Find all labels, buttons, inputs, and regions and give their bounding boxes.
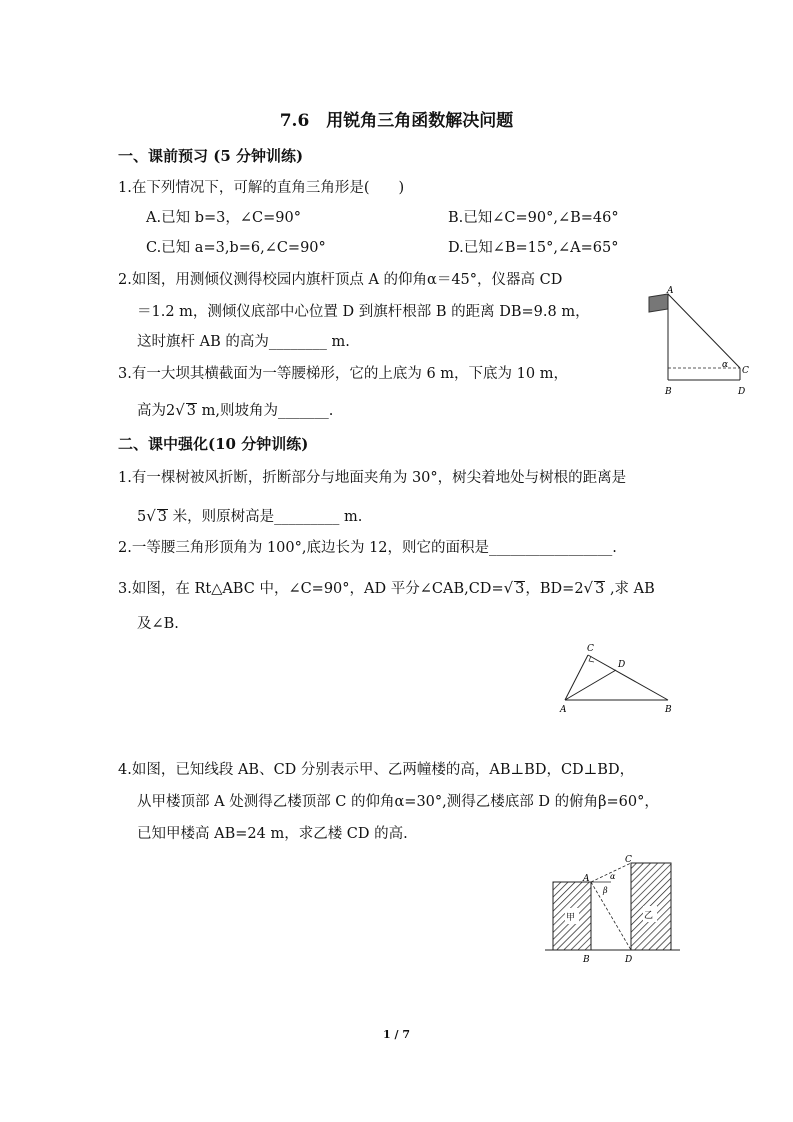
radical-sign: √ <box>146 507 156 525</box>
section1-heading: 一、课前预习 (5 分钟训练) <box>118 147 304 165</box>
fig1-label-alpha: α <box>722 360 729 370</box>
fig3-label-beta: β <box>603 886 608 895</box>
figure-flagpole <box>640 282 760 398</box>
radical-sign: √ <box>583 579 594 597</box>
flag-icon <box>649 294 668 312</box>
s1-q2-line3: 这时旗杆 AB 的高为________ m. <box>137 334 350 350</box>
s1-q3-coef: 2 <box>166 403 176 419</box>
fig2-label-d: D <box>618 660 626 670</box>
s2-q1-suffix: 米，则原树高是_________ m. <box>168 509 363 525</box>
s2-q2: 2.一等腰三角形顶角为 100°,底边长为 12，则它的面积是_________________. <box>118 540 617 556</box>
fig3-label-building-b: 乙 <box>644 911 654 921</box>
s2-q1-coef: 5 <box>137 509 147 525</box>
s2-q3-part1: 3.如图，在 Rt△ABC 中，∠C=90°，AD 平分∠CAB,CD= <box>118 581 504 597</box>
radical-sign: √ <box>175 401 185 419</box>
fig3-label-d: D <box>625 955 633 965</box>
fig3-label-c: C <box>625 855 632 865</box>
s2-q1-line2 <box>137 506 362 527</box>
s2-q4-line3: 已知甲楼高 AB=24 m，求乙楼 CD 的高. <box>137 826 408 842</box>
s2-q3-part2: ，BD=2 <box>525 581 584 597</box>
s2-q3-line2: 及∠B. <box>137 616 179 632</box>
s1-q1-option-b: B.已知∠C=90°,∠B=46° <box>448 210 619 226</box>
figure-buildings <box>545 848 680 966</box>
fig2-label-a: A <box>560 705 567 715</box>
fig1-label-d: D <box>738 387 746 397</box>
s2-q3-part3: ,求 AB <box>605 581 655 597</box>
s2-q4-line2: 从甲楼顶部 A 处测得乙楼顶部 C 的仰角α=30°,测得乙楼底部 D 的俯角β=60°， <box>137 794 659 810</box>
s2-q3-radicand1: 3 <box>515 581 525 597</box>
s2-q3-line1 <box>118 578 655 599</box>
fig1-label-c: C <box>742 366 749 376</box>
s1-q1-option-d: D.已知∠B=15°,∠A=65° <box>448 240 619 256</box>
s1-q1: 1.在下列情况下，可解的直角三角形是( ) <box>118 180 405 196</box>
s1-q3-line2 <box>137 400 333 421</box>
s2-q1-line1: 1.有一棵树被风折断，折断部分与地面夹角为 30°，树尖着地处与树根的距离是 <box>118 470 627 486</box>
fig3-label-building-a: 甲 <box>566 913 576 923</box>
fig3-label-a: A <box>583 874 590 884</box>
s2-q3-radicand2: 3 <box>595 581 605 597</box>
fig1-label-a: A <box>667 286 674 296</box>
fig2-label-b: B <box>665 705 672 715</box>
s1-q3-prefix: 高为 <box>137 403 166 419</box>
s1-q2-line1: 2.如图，用测倾仪测得校园内旗杆顶点 A 的仰角α＝45°，仪器高 CD <box>118 272 563 288</box>
s1-q3-suffix: m,则坡角为_______. <box>197 403 334 419</box>
page-title: 7.6 用锐角三角函数解决问题 <box>279 111 514 131</box>
fig3-label-alpha: α <box>610 872 616 881</box>
s1-q1-option-a: A.已知 b=3，∠C=90° <box>146 210 301 226</box>
fig2-label-c: C <box>587 644 594 654</box>
s1-q3-radicand: 3 <box>186 403 197 419</box>
s2-q1-radicand: 3 <box>157 509 168 525</box>
section2-heading: 二、课中强化(10 分钟训练) <box>118 435 309 453</box>
page-number: 1 / 7 <box>383 1028 410 1041</box>
s2-q4-line1: 4.如图，已知线段 AB、CD 分别表示甲、乙两幢楼的高，AB⊥BD，CD⊥BD， <box>118 762 635 778</box>
fig3-label-b: B <box>583 955 590 965</box>
radical-sign: √ <box>503 579 514 597</box>
fig1-label-b: B <box>665 387 672 397</box>
s1-q1-option-c: C.已知 a=3,b=6,∠C=90° <box>146 240 326 256</box>
figure-triangle <box>555 640 680 715</box>
s1-q2-line2: ＝1.2 m，测倾仪底部中心位置 D 到旗杆根部 B 的距离 DB=9.8 m， <box>137 304 590 320</box>
s1-q3-line1: 3.有一大坝其横截面为一等腰梯形，它的上底为 6 m，下底为 10 m， <box>118 366 568 382</box>
